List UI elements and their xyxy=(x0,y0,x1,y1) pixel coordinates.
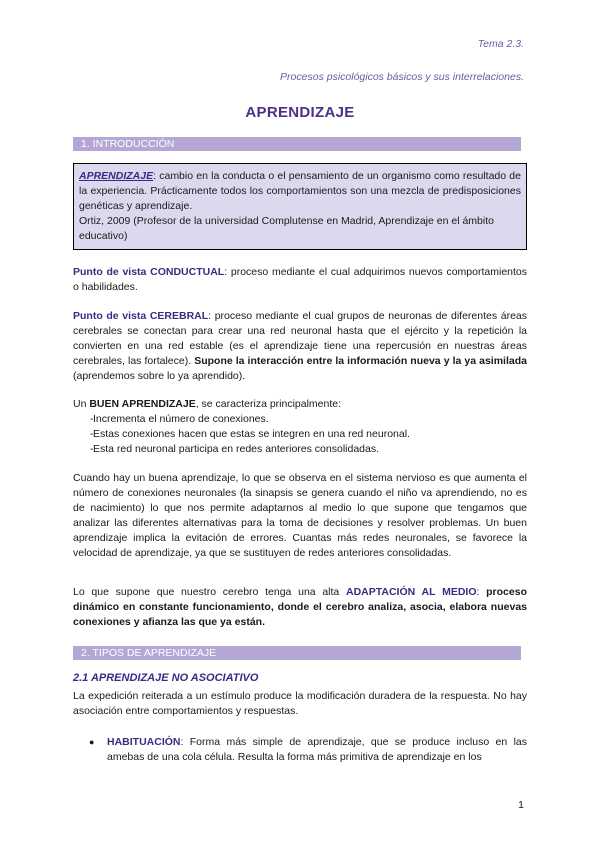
header-topic: Tema 2.3. xyxy=(477,38,524,50)
definition-text xyxy=(79,169,521,214)
page-title: APRENDIZAJE xyxy=(245,104,355,121)
paragraph-conductual xyxy=(73,265,527,295)
buen-list xyxy=(73,412,527,457)
adaptacion-term: ADAPTACIÓN AL MEDIO xyxy=(346,586,477,598)
definition-body: : cambio en la conducta o el pensamiento de un organismo como resultado de la experiencia. Prácticamente todos los comportamientos son una mezcla de predisposiciones genéticas y aprendizaje. xyxy=(79,170,521,212)
adaptacion-colon: : xyxy=(476,586,487,598)
habituacion-text: : Forma más simple de aprendizaje, que se produce incluso en las amebas de una cola célula. Resulta la forma más primitiva de aprendizaje en los xyxy=(107,736,527,763)
paragraph-buen-aprendizaje xyxy=(73,397,527,457)
subsection-heading-no-asociativo: 2.1 APRENDIZAJE NO ASOCIATIVO xyxy=(73,672,259,684)
definition-term: APRENDIZAJE xyxy=(79,170,154,182)
conductual-term: CONDUCTUAL xyxy=(150,266,225,278)
buen-post: , se caracteriza principalmente: xyxy=(195,398,342,410)
header-subtitle: Procesos psicológicos básicos y sus interrelaciones. xyxy=(280,71,524,83)
section-heading-introduccion: 1. INTRODUCCIÓN xyxy=(73,137,521,151)
list-item: - Esta red neuronal participa en redes anteriores consolidadas. xyxy=(73,442,527,457)
buen-pre: Un xyxy=(73,398,90,410)
paragraph-no-asociativo: La expedición reiterada a un estímulo produce la modificación duradera de la respuesta. No hay asociación entre comportamientos y respuestas. xyxy=(73,690,527,717)
cerebral-term: CEREBRAL xyxy=(149,310,209,322)
paragraph-sistema-nervioso: Cuando hay un buena aprendizaje, lo que se observa en el sistema nervioso es que aumenta el número de conexiones neuronales (la sinapsis se genera cuando el niño va aprendiendo, no es de nacimiento) lo que nos permite adaptarnos al medio lo que supone que tengamos que analizar las diferentes alternativas para la toma de decisiones y resolver problemas. Un buen aprendizaje implica la evitación de errores. Cuantas más redes neuronales, se favorece la velocidad de aprendizaje, ya que se sustituyen de redes anteriores consolidadas. xyxy=(73,472,527,559)
bullet-dot: ● xyxy=(89,737,95,747)
page-number: 1 xyxy=(518,799,524,811)
paragraph-cerebral xyxy=(73,309,527,384)
conductual-text: : proceso mediante el cual adquirimos nuevos comportamientos o habilidades. xyxy=(73,266,527,293)
list-item: - Estas conexiones hacen que estas se integren en una red neuronal. xyxy=(73,427,527,442)
paragraph-adaptacion xyxy=(73,585,527,630)
cerebral-end: (aprendemos sobre lo ya aprendido). xyxy=(73,370,246,382)
habituacion-term: HABITUACIÓN xyxy=(107,736,181,748)
cerebral-text: : proceso mediante el cual grupos de neuronas de diferentes áreas cerebrales se conectan para crear una red neuronal hasta que el ejército y la repetición la convierten en una red estable (es el aprendizaje tiene una repercusión en nuestras áreas cerebrales, las fortalece). xyxy=(73,310,527,367)
bullet-habituacion xyxy=(73,735,527,765)
definition-box xyxy=(73,163,527,250)
buen-term: BUEN APRENDIZAJE xyxy=(89,398,196,410)
conductual-lead: Punto de vista xyxy=(73,266,151,278)
section-heading-tipos: 2. TIPOS DE APRENDIZAJE xyxy=(73,646,521,660)
adaptacion-pre: Lo que supone que nuestro cerebro tenga una alta xyxy=(73,586,346,598)
cerebral-bold: Supone la interacción entre la información nueva y la ya asimilada xyxy=(194,355,527,367)
definition-citation: Ortiz, 2009 (Profesor de la universidad Complutense en Madrid, Aprendizaje en el ámbito educativo) xyxy=(79,215,494,242)
cerebral-lead: Punto de vista xyxy=(73,310,150,322)
list-item: - Incrementa el número de conexiones. xyxy=(73,412,527,427)
adaptacion-bold: proceso dinámico en constante funcionamiento, donde el cerebro analiza, asocia, elabora nuevas conexiones y afianza las que ya están. xyxy=(73,586,527,628)
